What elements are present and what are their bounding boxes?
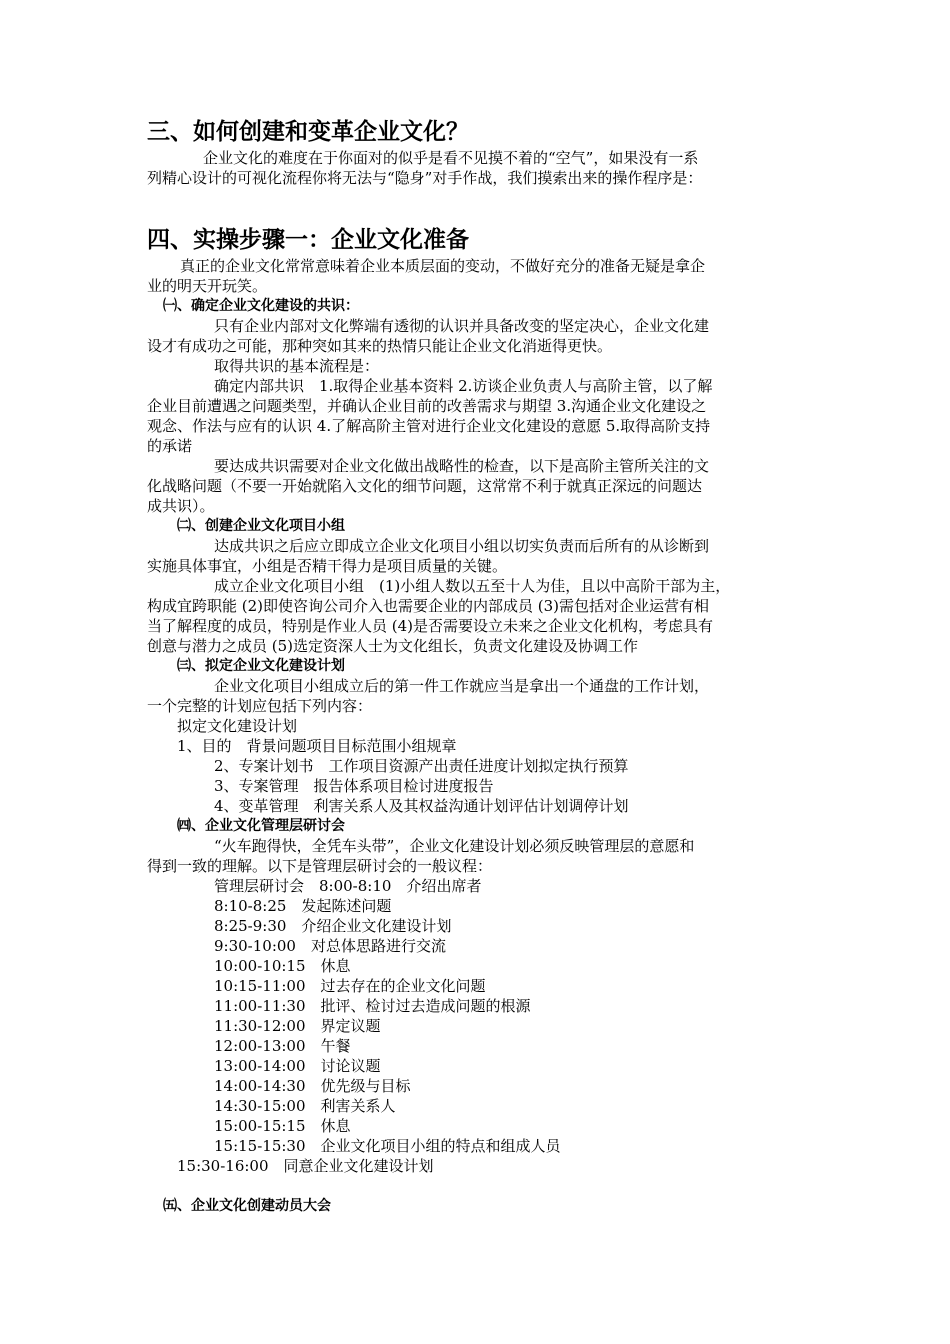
section-4-intro-line: 业的明天开玩笑。 <box>147 277 268 295</box>
subsection-5-heading: ㈤、企业文化创建动员大会 <box>163 1198 331 1214</box>
agenda-item: 14:00-14:30 优先级与目标 <box>214 1077 411 1095</box>
paragraph-line: 创意与潜力之成员 (5)选定资深人士为文化组长，负责文化建设及协调工作 <box>147 637 639 655</box>
paragraph-line: 要达成共识需要对企业文化做出战略性的检查，以下是高阶主管所关注的文 <box>214 457 710 475</box>
agenda-item: 10:15-11:00 过去存在的企业文化问题 <box>214 977 486 995</box>
paragraph-line: 成共识）。 <box>147 497 215 515</box>
section-4-heading: 四、实操步骤一：企业文化准备 <box>147 227 469 253</box>
agenda-item: 13:00-14:00 讨论议题 <box>214 1057 381 1075</box>
paragraph-line: 化战略问题（不要一开始就陷入文化的细节问题，这常常不利于就真正深远的问题达 <box>147 477 703 495</box>
agenda-item: 15:30-16:00 同意企业文化建设计划 <box>177 1157 434 1175</box>
paragraph-line: 得到一致的理解。以下是管理层研讨会的一般议程： <box>147 857 493 875</box>
section-4-intro-line: 真正的企业文化常常意味着企业本质层面的变动，不做好充分的准备无疑是拿企 <box>180 257 706 275</box>
section-3-paragraph-line: 列精心设计的可视化流程你将无法与“隐身”对手作战，我们摸索出来的操作程序是： <box>147 169 703 187</box>
agenda-item: 9:30-10:00 对总体思路进行交流 <box>214 937 446 955</box>
agenda-item: 15:00-15:15 休息 <box>214 1117 351 1135</box>
agenda-item: 11:30-12:00 界定议题 <box>214 1017 381 1035</box>
paragraph-line: 设才有成功之可能，那种突如其来的热情只能让企业文化消逝得更快。 <box>147 337 613 355</box>
plan-item: 2、专案计划书 工作项目资源产出责任进度计划拟定执行预算 <box>214 757 629 775</box>
paragraph-line: 成立企业文化项目小组 (1)小组人数以五至十人为佳，且以中高阶干部为主， <box>214 577 731 595</box>
paragraph-line: 当了解程度的成员，特别是作业人员 (4)是否需要设立未来之企业文化机构，考虑具有 <box>147 617 714 635</box>
paragraph-line: 一个完整的计划应包括下列内容： <box>147 697 373 715</box>
agenda-item: 10:00-10:15 休息 <box>214 957 351 975</box>
paragraph-line: 企业文化项目小组成立后的第一件工作就应当是拿出一个通盘的工作计划， <box>214 677 710 695</box>
paragraph-line: 实施具体事宜，小组是否精干得力是项目质量的关键。 <box>147 557 508 575</box>
paragraph-line: 取得共识的基本流程是： <box>214 357 380 375</box>
paragraph-line: 的承诺 <box>147 437 193 455</box>
subsection-2-heading: ㈡、创建企业文化项目小组 <box>177 518 345 534</box>
section-3-heading: 三、如何创建和变革企业文化？ <box>147 119 469 145</box>
plan-title: 拟定文化建设计划 <box>177 717 298 735</box>
paragraph-line: 达成共识之后应立即成立企业文化项目小组以切实负责而后所有的从诊断到 <box>214 537 710 555</box>
paragraph-line: “火车跑得快，全凭车头带”，企业文化建设计划必须反映管理层的意愿和 <box>214 837 695 855</box>
agenda-item: 管理层研讨会 8:00-8:10 介绍出席者 <box>214 877 482 895</box>
paragraph-line: 确定内部共识 1.取得企业基本资料 2.访谈企业负责人与高阶主管，以了解 <box>214 377 713 395</box>
agenda-item: 11:00-11:30 批评、检讨过去造成问题的根源 <box>214 997 531 1015</box>
paragraph-line: 构成宜跨职能 (2)即使咨询公司介入也需要企业的内部成员 (3)需包括对企业运营有相 <box>147 597 710 615</box>
plan-item: 4、变革管理 利害关系人及其权益沟通计划评估计划调停计划 <box>214 797 629 815</box>
agenda-item: 15:15-15:30 企业文化项目小组的特点和组成人员 <box>214 1137 561 1155</box>
plan-item: 3、专案管理 报告体系项目检讨进度报告 <box>214 777 494 795</box>
subsection-1-heading: ㈠、确定企业文化建设的共识： <box>163 298 359 314</box>
agenda-item: 12:00-13:00 午餐 <box>214 1037 351 1055</box>
agenda-item: 14:30-15:00 利害关系人 <box>214 1097 396 1115</box>
paragraph-line: 只有企业内部对文化弊端有透彻的认识并具备改变的坚定决心，企业文化建 <box>214 317 710 335</box>
paragraph-line: 观念、作法与应有的认识 4.了解高阶主管对进行企业文化建设的意愿 5.取得高阶支持 <box>147 417 711 435</box>
paragraph-line: 企业目前遭遇之问题类型，并确认企业目前的改善需求与期望 3.沟通企业文化建设之 <box>147 397 707 415</box>
agenda-item: 8:10-8:25 发起陈述问题 <box>214 897 392 915</box>
subsection-3-heading: ㈢、拟定企业文化建设计划 <box>177 658 345 674</box>
plan-item: 1、目的 背景问题项目目标范围小组规章 <box>177 737 457 755</box>
subsection-4-heading: ㈣、企业文化管理层研讨会 <box>177 818 345 834</box>
section-3-paragraph-line: 企业文化的难度在于你面对的似乎是看不见摸不着的“空气”，如果没有一系 <box>203 149 699 167</box>
agenda-item: 8:25-9:30 介绍企业文化建设计划 <box>214 917 452 935</box>
